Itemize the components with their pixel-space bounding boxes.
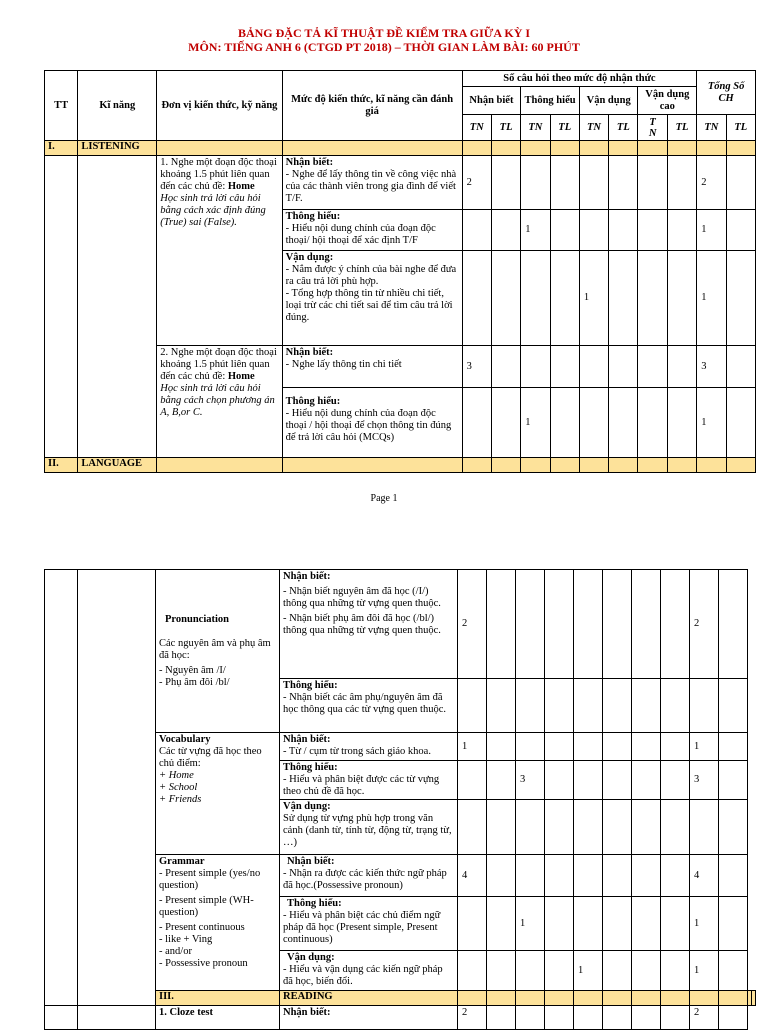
- total-cell: 1: [697, 251, 726, 346]
- value-cell: 1: [516, 897, 545, 951]
- unit-title: Vocabulary: [159, 734, 211, 745]
- header-nhan-biet: Nhận biết: [462, 87, 521, 115]
- header-tl: TL: [550, 115, 579, 141]
- level-label: Nhận biết:: [283, 1007, 331, 1018]
- level-label: Thông hiểu:: [285, 396, 341, 407]
- header-tl: TL: [726, 115, 755, 141]
- grammar-item: - Possessive pronoun: [159, 958, 248, 969]
- criteria-cell: [282, 346, 462, 388]
- criteria-desc: - Nhận biết các âm phụ/nguyên âm đã học thông qua các từ vựng quen thuộc.: [283, 692, 447, 715]
- unit-topic: + Friends: [159, 794, 202, 805]
- table-row: [45, 156, 756, 210]
- unit-topic: Home: [227, 371, 255, 382]
- section-num: II.: [45, 458, 78, 473]
- unit-topic: + School: [159, 782, 198, 793]
- criteria-cell: [280, 897, 458, 951]
- section-name: READING: [280, 991, 458, 1006]
- document-title-line1: BẢNG ĐẶC TẢ KĨ THUẬT ĐỀ KIỂM TRA GIỮA KỲ I: [237, 26, 531, 40]
- section-row-listening: [45, 141, 756, 156]
- section-name: LANGUAGE: [78, 458, 157, 473]
- total-cell: 1: [697, 388, 726, 458]
- total-cell: 3: [690, 761, 719, 800]
- total-cell: 2: [697, 156, 726, 210]
- level-label: Thông hiểu:: [285, 211, 341, 222]
- unit-text: 2. Nghe một đoạn độc thoại khoảng 1.5 phút liên quan đến các chủ đề:: [160, 347, 277, 382]
- grammar-cell: [156, 855, 280, 991]
- total-cell: 1: [690, 897, 719, 951]
- criteria-desc: - Nhận biết phụ âm đôi đã học (/bl/) thông qua những từ vựng quen thuộc.: [283, 613, 441, 636]
- unit-instruction: Học sinh trả lời câu hỏi bằng cách chọn phương án A, B,or C.: [160, 383, 275, 418]
- grammar-item: - like + Ving: [159, 934, 213, 945]
- level-label: Nhận biết:: [283, 571, 331, 582]
- criteria-cell: [280, 733, 458, 761]
- criteria-desc: - Nghe để lấy thông tin về công việc nhà của các thành viên trong gia đình để viết T/F.: [285, 169, 457, 204]
- criteria-desc: - Tổng hợp thông tin từ nhiều chi tiết, loại trừ các chi tiết sai để tìm câu trả lời đúng.: [285, 288, 453, 323]
- unit-title: 1. Cloze test: [156, 1006, 280, 1030]
- header-muc-do: Mức độ kiến thức, kĩ năng cần đánh giá: [282, 71, 462, 141]
- header-tn: TN: [521, 115, 550, 141]
- header-tn: TN: [579, 115, 608, 141]
- level-label: Nhận biết:: [285, 347, 334, 358]
- value-cell: 2: [458, 1006, 487, 1030]
- page-number: Page 1: [370, 493, 398, 504]
- header-tl: TL: [667, 115, 696, 141]
- criteria-cell: [280, 761, 458, 800]
- unit-desc: Các nguyên âm và phụ âm đã học:: [159, 637, 271, 661]
- unit-topic: + Home: [159, 770, 194, 781]
- criteria-desc: - Hiểu và phân biệt các chủ điểm ngữ pháp đã học (Present simple, Present continuous): [283, 910, 441, 945]
- header-van-dung-cao: Vận dụng cao: [638, 87, 697, 115]
- value-cell: 1: [521, 210, 550, 251]
- unit-item: - Nguyên âm /I/: [159, 664, 226, 676]
- grammar-item: - Present continuous: [159, 922, 245, 933]
- unit-text: 1. Nghe một đoạn độc thoại khoảng 1.5 phút liên quan đến các chủ đề:: [160, 157, 277, 192]
- value-cell: 2: [462, 156, 491, 210]
- header-tong: Tổng Số CH: [697, 71, 756, 115]
- pronunciation-cell: [156, 570, 280, 733]
- section-num: I.: [45, 141, 78, 156]
- criteria-cell: [280, 855, 458, 897]
- criteria-desc: - Hiểu và vận dụng các kiến ngữ pháp đã học, biến đổi.: [283, 964, 443, 987]
- total-cell: 1: [690, 733, 719, 761]
- level-label: Thông hiểu:: [287, 898, 342, 909]
- header-tt: TT: [45, 71, 78, 141]
- criteria-desc: - Hiểu nội dung chính của đoạn độc thoại / hội thoại để chọn thông tin đúng để trả lời câu hỏi (MCQs): [285, 408, 452, 443]
- grammar-item: - and/or: [159, 946, 192, 957]
- header-don-vi: Đơn vị kiến thức, kỹ năng: [157, 71, 282, 141]
- level-label: Nhận biết:: [285, 157, 334, 168]
- criteria-desc: Sử dụng từ vựng phù hợp trong văn cảnh (danh từ, tính từ, động từ, trạng từ, …): [283, 813, 452, 848]
- header-tn: TN: [462, 115, 491, 141]
- table-row: [45, 1006, 756, 1030]
- header-tn: TN: [697, 115, 726, 141]
- total-cell: 4: [690, 855, 719, 897]
- unit-title: Pronunciation: [165, 613, 229, 625]
- criteria-cell: [280, 570, 458, 679]
- criteria-desc: - Hiểu và phân biệt được các từ vựng theo chủ đề đã học.: [283, 774, 440, 797]
- header-so-cau: Số câu hỏi theo mức độ nhận thức: [462, 71, 697, 87]
- total-cell: 3: [697, 346, 726, 388]
- header-tl: TL: [609, 115, 638, 141]
- header-tn-split: T N: [638, 115, 667, 141]
- unit-desc: Các từ vựng đã học theo chủ điểm:: [159, 746, 262, 769]
- header-van-dung: Vận dụng: [579, 87, 638, 115]
- criteria-desc: - Hiểu nội dung chính của đoạn độc thoại/ hội thoại để xác định T/F: [285, 223, 436, 246]
- vocabulary-cell: [156, 733, 280, 855]
- value-cell: 1: [458, 733, 487, 761]
- header-tl: TL: [491, 115, 520, 141]
- value-cell: 3: [516, 761, 545, 800]
- section-row-language: [45, 458, 756, 473]
- listening-unit2-cell: [157, 346, 282, 458]
- criteria-desc: - Nắm được ý chính của bài nghe để đưa ra câu trả lời phù hợp.: [285, 264, 457, 287]
- grammar-item: - Present simple (yes/no question): [159, 868, 261, 891]
- criteria-cell: [282, 156, 462, 210]
- section-num: III.: [156, 991, 280, 1006]
- grammar-item: - Present simple (WH-question): [159, 895, 254, 918]
- unit-instruction: Học sinh trả lời câu hỏi bằng cách xác định đúng (True) sai (False).: [160, 193, 266, 228]
- criteria-cell: [280, 679, 458, 733]
- value-cell: 1: [579, 251, 608, 346]
- total-cell: 1: [690, 951, 719, 991]
- level-label: Nhận biết:: [287, 856, 335, 867]
- level-label: Nhận biết:: [283, 734, 331, 745]
- value-cell: 4: [458, 855, 487, 897]
- total-cell: 2: [690, 1006, 719, 1030]
- unit-title: Grammar: [159, 856, 205, 867]
- criteria-desc: - Nghe lấy thông tin chi tiết: [285, 359, 402, 370]
- criteria-desc: - Từ / cụm từ trong sách giáo khoa.: [283, 746, 431, 757]
- document-title-line2: MÔN: TIẾNG ANH 6 (CTGD PT 2018) – THỜI GIAN LÀM BÀI: 60 PHÚT: [188, 40, 580, 54]
- table-row: [45, 570, 756, 679]
- criteria-cell: [280, 951, 458, 991]
- value-cell: 1: [574, 951, 603, 991]
- unit-topic: Home: [227, 181, 255, 192]
- criteria-desc: - Nhận biết nguyên âm đã học (/I/) thông qua những từ vựng quen thuộc.: [283, 586, 441, 609]
- spec-table-page1: [44, 70, 756, 473]
- header-thong-hieu: Thông hiểu: [521, 87, 580, 115]
- criteria-desc: - Nhận ra được các kiến thức ngữ pháp đã học.(Possessive pronoun): [283, 868, 447, 891]
- criteria-cell: [280, 800, 458, 855]
- criteria-cell: [282, 251, 462, 346]
- criteria-cell: [282, 210, 462, 251]
- level-label: Thông hiểu:: [283, 680, 338, 691]
- value-cell: 1: [521, 388, 550, 458]
- criteria-cell: [282, 388, 462, 458]
- section-name: LISTENING: [78, 141, 157, 156]
- unit-item: - Phụ âm đôi /bl/: [159, 676, 230, 688]
- level-label: Vận dụng:: [287, 952, 335, 963]
- total-cell: 2: [690, 570, 719, 679]
- header-ki-nang: Kĩ năng: [78, 71, 157, 141]
- spec-table-page2: [44, 569, 756, 1030]
- total-cell: 1: [697, 210, 726, 251]
- criteria-cell: [280, 1006, 458, 1030]
- value-cell: 2: [458, 570, 487, 679]
- level-label: Vận dụng:: [283, 801, 331, 812]
- listening-unit1-cell: [157, 156, 282, 346]
- level-label: Vận dụng:: [285, 252, 334, 263]
- value-cell: 3: [462, 346, 491, 388]
- level-label: Thông hiểu:: [283, 762, 338, 773]
